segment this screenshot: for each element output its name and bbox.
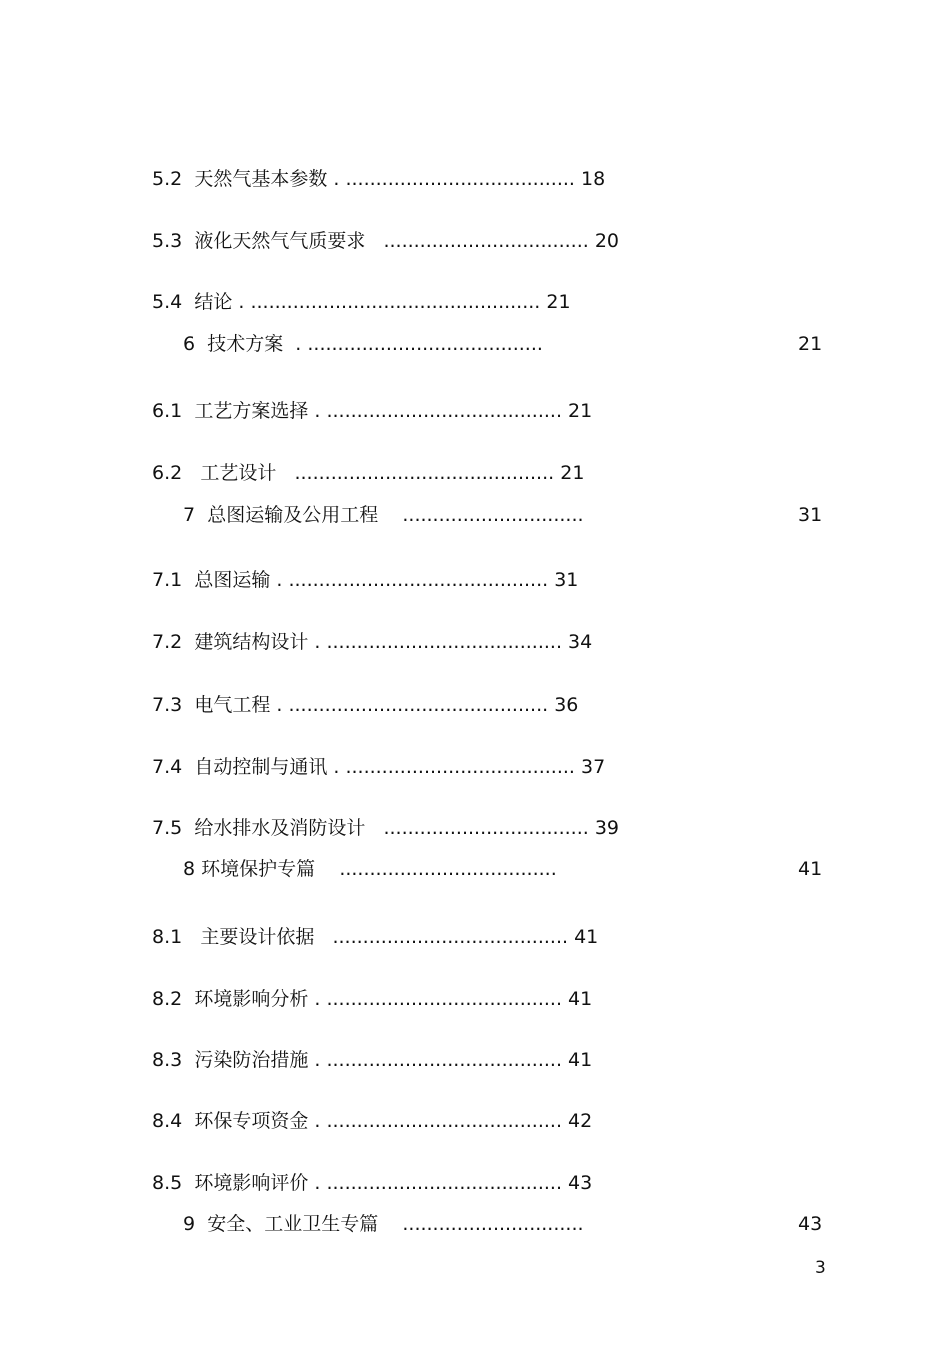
toc-title: 技术方案 [207,333,284,355]
toc-chapter-6[interactable] [183,332,543,356]
toc-title: 环保专项资金 [194,1110,309,1132]
toc-leader: . ....................................... [308,400,562,422]
toc-chapter-7[interactable] [183,503,584,527]
toc-leader: .................................. [365,230,589,252]
toc-page-number: 21 [568,400,593,422]
toc-leader: ........................................... [276,462,555,484]
toc-leader: .............................. [378,1213,584,1235]
toc-number: 8.3 [152,1049,183,1071]
toc-entry-6-1[interactable] [152,399,592,423]
toc-title: 环境影响分析 [194,988,309,1010]
toc-title: 给水排水及消防设计 [194,817,366,839]
toc-entry-8-5[interactable] [152,1171,592,1195]
toc-number: 8 [183,858,196,880]
toc-title: 环境保护专篇 [201,858,316,880]
toc-number: 7.4 [152,756,183,778]
toc-page-number: 21 [546,291,571,313]
toc-entry-8-3[interactable] [152,1048,592,1072]
toc-page-number: 43 [798,1213,823,1235]
toc-leader: . ....................................... [308,1049,562,1071]
toc-page-number: 34 [568,631,593,653]
toc-page-number: 43 [568,1172,593,1194]
toc-page-number: 41 [574,926,599,948]
toc-page-number: 21 [560,462,585,484]
toc-title: 天然气基本参数 [194,168,328,190]
toc-leader: . ....................................... [283,333,543,355]
toc-page-number: 42 [568,1110,593,1132]
toc-title: 环境影响评价 [194,1172,309,1194]
toc-page-number: 41 [568,988,593,1010]
toc-number: 7.5 [152,817,183,839]
toc-page-number: 31 [798,504,823,526]
toc-title: 自动控制与通讯 [194,756,328,778]
toc-number: 7 [183,504,196,526]
toc-title: 安全、工业卫生专篇 [207,1213,379,1235]
toc-leader: . ........................................... [270,694,549,716]
toc-number: 8.4 [152,1110,183,1132]
toc-chapter-9[interactable] [183,1212,584,1236]
toc-number: 5.2 [152,168,183,190]
toc-title: 污染防治措施 [194,1049,309,1071]
toc-page-number: 37 [581,756,606,778]
toc-number: 8.2 [152,988,183,1010]
toc-page-number: 20 [594,230,620,252]
toc-title: 工艺方案选择 [194,400,309,422]
toc-number: 6 [183,333,196,355]
page-number: 3 [815,1258,826,1278]
toc-page-number: 36 [554,694,579,716]
toc-title: 工艺设计 [194,462,277,484]
toc-entry-7-3[interactable] [152,693,578,717]
toc-entry-7-5[interactable] [152,816,619,840]
toc-number: 5.3 [152,230,183,252]
toc-number: 9 [183,1213,196,1235]
toc-leader: . ........................................... [270,569,549,591]
toc-leader: .............................. [378,504,584,526]
toc-title: 建筑结构设计 [194,631,309,653]
toc-page-number: 39 [594,817,620,839]
toc-title: 结论 [194,291,233,313]
toc-leader: . ....................................... [308,1110,562,1132]
toc-title: 主要设计依据 [194,926,315,948]
toc-number: 6.2 [152,462,183,484]
toc-leader: . ....................................... [308,631,562,653]
toc-title: 电气工程 [194,694,271,716]
toc-entry-5-2[interactable] [152,167,605,191]
toc-entry-6-2[interactable] [152,461,584,485]
toc-title: 液化天然气气质要求 [194,230,366,252]
toc-leader: . ...................................... [327,168,575,190]
toc-number: 7.2 [152,631,183,653]
toc-leader: .................................... [315,858,557,880]
toc-number: 8.5 [152,1172,183,1194]
toc-entry-7-4[interactable] [152,755,605,779]
toc-number: 7.1 [152,569,183,591]
toc-page-number: 18 [581,168,606,190]
toc-entry-5-4[interactable] [152,290,571,314]
toc-number: 8.1 [152,926,183,948]
toc-page-number: 21 [798,333,823,355]
toc-title: 总图运输 [194,569,271,591]
toc-page-number: 41 [798,858,823,880]
toc-entry-5-3[interactable] [152,229,619,253]
toc-entry-7-2[interactable] [152,630,592,654]
toc-number: 7.3 [152,694,183,716]
toc-page-number: 41 [568,1049,593,1071]
toc-leader: . ................................................ [232,291,541,313]
toc-page-number: 31 [554,569,579,591]
toc-entry-8-2[interactable] [152,987,592,1011]
toc-leader: . ...................................... [327,756,575,778]
toc-number: 5.4 [152,291,183,313]
toc-entry-8-1[interactable] [152,925,598,949]
toc-leader: .................................. [365,817,589,839]
toc-leader: ....................................... [314,926,569,948]
toc-chapter-8[interactable] [183,857,557,881]
toc-entry-8-4[interactable] [152,1109,592,1133]
toc-leader: . ....................................... [308,988,562,1010]
toc-leader: . ....................................... [308,1172,562,1194]
toc-title: 总图运输及公用工程 [207,504,379,526]
toc-number: 6.1 [152,400,183,422]
toc-entry-7-1[interactable] [152,568,578,592]
